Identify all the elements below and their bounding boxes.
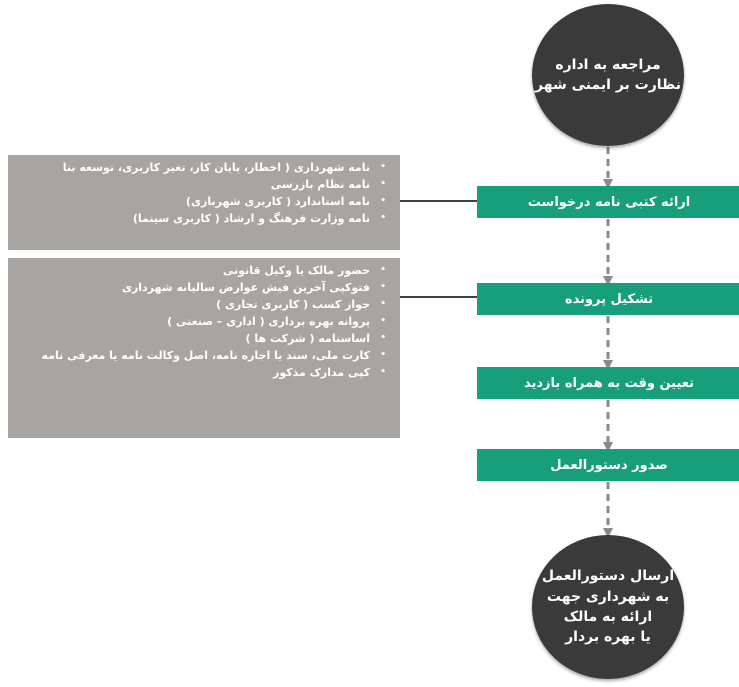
bullet-icon: • — [380, 162, 386, 172]
bullet-icon: • — [380, 265, 386, 275]
list-item-text: پروانه بهره برداری ( اداری – صنعتی ) — [167, 315, 370, 328]
list-item — [18, 330, 390, 347]
end-node — [532, 535, 684, 679]
end-node-text: ارسال دستورالعمل به شهرداری جهت ارائه به مالک یا بهره بردار — [541, 568, 675, 646]
bullet-icon: • — [380, 333, 386, 343]
letters-requirements-box — [8, 155, 400, 250]
list-item-text: فتوکپی آخرین فیش عوارض سالیانه شهرداری — [121, 281, 370, 294]
list-item-text: نامه نظام بازرسی — [270, 178, 370, 191]
step-label: تعیین وقت به همراه بازدید — [524, 375, 695, 391]
list-item — [18, 364, 390, 381]
list-item — [18, 176, 390, 193]
list-item — [18, 347, 390, 364]
list-item-text: جواز کسب ( کاربری تجاری ) — [216, 298, 370, 311]
letters-list — [18, 159, 390, 227]
step-schedule-inspection — [477, 367, 739, 399]
list-item-text: نامه استاندارد ( کاربری شهربازی) — [185, 195, 370, 208]
documents-requirements-box — [8, 258, 400, 438]
bullet-icon: • — [380, 316, 386, 326]
bullet-icon: • — [380, 367, 386, 377]
list-item — [18, 159, 390, 176]
list-item-text: کپی مدارک مذکور — [273, 366, 370, 379]
list-item-text: کارت ملی، سند یا اجاره نامه، اصل وکالت نامه یا معرفی نامه — [41, 349, 370, 362]
step-issue-instruction — [477, 449, 739, 481]
list-item — [18, 279, 390, 296]
start-node-text: مراجعه به اداره نظارت بر ایمنی شهر — [535, 56, 681, 93]
bullet-icon: • — [380, 213, 386, 223]
step-submit-request-letter — [477, 186, 739, 218]
step-label: صدور دستورالعمل — [550, 457, 668, 473]
list-item — [18, 313, 390, 330]
step-label: تشکیل پرونده — [564, 291, 654, 307]
bullet-icon: • — [380, 196, 386, 206]
list-item — [18, 193, 390, 210]
list-item-text: نامه شهرداری ( اخطار، پایان کار، تغیر کاربری، توسعه بنا — [62, 161, 370, 174]
bullet-icon: • — [380, 350, 386, 360]
list-item-text: اساسنامه ( شرکت ها ) — [245, 332, 370, 345]
list-item — [18, 210, 390, 227]
list-item-text: حضور مالک یا وکیل قانونی — [222, 264, 370, 277]
list-item — [18, 296, 390, 313]
documents-list — [18, 262, 390, 381]
list-item-text: نامه وزارت فرهنگ و ارشاد ( کاربری سینما) — [132, 212, 370, 225]
step-open-file — [477, 283, 739, 315]
bullet-icon: • — [380, 299, 386, 309]
step-label: ارائه کتبی نامه درخواست — [527, 194, 691, 210]
bullet-icon: • — [380, 179, 386, 189]
list-item — [18, 262, 390, 279]
bullet-icon: • — [380, 282, 386, 292]
start-node — [532, 4, 684, 146]
